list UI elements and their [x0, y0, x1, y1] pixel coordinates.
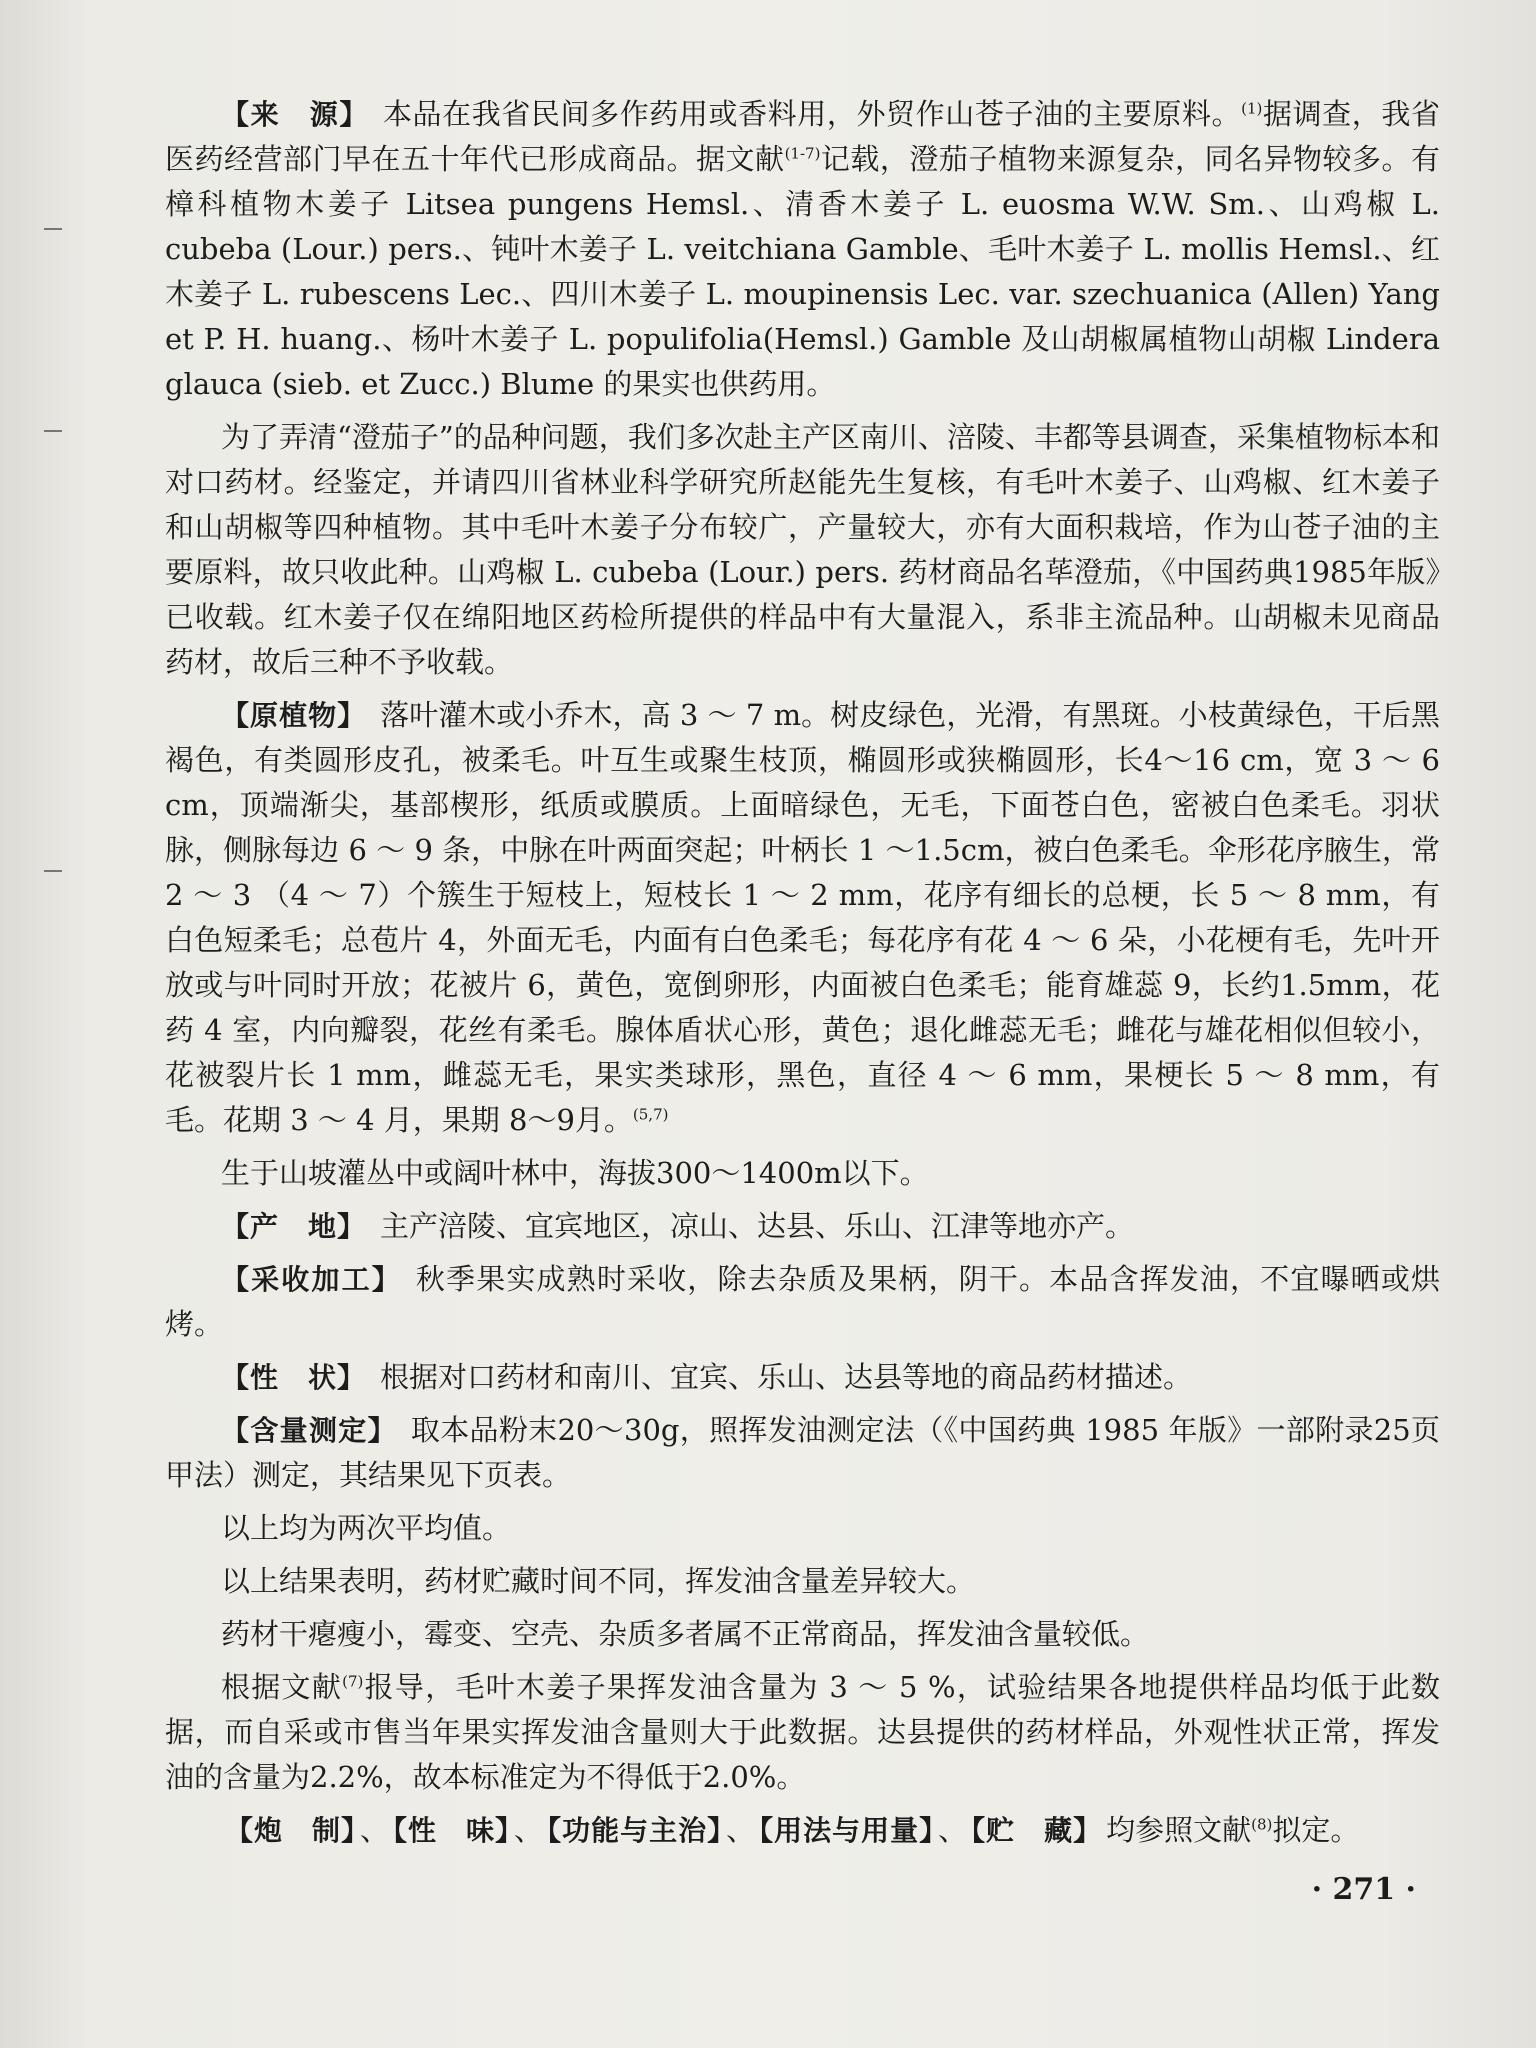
- section-heading: 【功能与主治】: [547, 1814, 723, 1847]
- section-assay: 【含量测定】 取本品粉末20～30g，照挥发油测定法（《中国药典 1985 年版》一部附录25页甲法）测定，其结果见下页表。: [165, 1413, 1440, 1492]
- section-heading: 【性 味】: [393, 1814, 511, 1847]
- section-heading: 【炮 制】: [225, 1814, 357, 1847]
- section-heading: 【含量测定】: [221, 1414, 397, 1447]
- section-plant: 【原植物】 落叶灌木或小乔木，高 3 ～ 7 m。树皮绿色，光滑，有黑斑。小枝黄绿色，干后黑褐色，有类圆形皮孔，被柔毛。叶互生或聚生枝顶，椭圆形或狭椭圆形，长4～16 cm，宽 3 ～ 6 cm，顶端渐尖，基部楔形，纸质或膜质。上面暗绿色，无毛，下面苍白色，密被白色柔毛。羽状脉，侧脉每边 6 ～ 9 条，中脉在叶两面突起；叶柄长 1 ～1.5cm，被白色柔毛。伞形花序腋生，常 2 ～ 3 （4 ～ 7）个簇生于短枝上，短枝长 1 ～ 2 mm，花序有细长的总梗，长 5 ～ 8 mm，有白色短柔毛；总苞片 4，外面无毛，内面有白色柔毛；每花序有花 4 ～ 6 朵，小花梗有毛，先叶开放或与叶同时开放；花被片 6，黄色，宽倒卵形，内面被白色柔毛；能育雄蕊 9，长约1.5mm，花药 4 室，内向瓣裂，花丝有柔毛。腺体盾状心形，黄色；退化雌蕊无毛；雌花与雄花相似但较小，花被裂片长 1 mm，雌蕊无毛，果实类球形，黑色，直径 4 ～ 6 mm，果梗长 5 ～ 8 mm，有毛。花期 3 ～ 4 月，果期 8～9月。$^{(5,7)}$: [165, 698, 1440, 1137]
- section-heading: 【来 源】: [221, 98, 369, 131]
- citation: (1): [1241, 99, 1263, 118]
- paragraph: 为了弄清“澄茄子”的品种问题，我们多次赴主产区南川、涪陵、丰都等县调查，采集植物标本和对口药材。经鉴定，并请四川省林业科学研究所赵能先生复核，有毛叶木姜子、山鸡椒、红木姜子和山胡椒等四种植物。其中毛叶木姜子分布较广，产量较大，亦有大面积栽培，作为山苍子油的主要原料，故只收此种。山鸡椒 L. cubeba (Lour.) pers. 药材商品名荜澄茄，《中国药典1985年版》已收载。红木姜子仅在绵阳地区药检所提供的样品中有大量混入，系非主流品种。山胡椒未见商品药材，故后三种不予收载。: [165, 420, 1440, 679]
- citation: (7): [342, 1672, 364, 1691]
- section-heading: 【产 地】: [221, 1210, 367, 1243]
- section-heading: 【用法与用量】: [759, 1814, 935, 1847]
- margin-mark: [44, 228, 62, 230]
- section-heading: 【采收加工】: [221, 1263, 402, 1296]
- section-heading: 【性 状】: [221, 1361, 367, 1394]
- citation: (8): [1251, 1815, 1273, 1834]
- paragraph: 以上均为两次平均值。: [221, 1511, 512, 1545]
- paragraph: 以上结果表明，药材贮藏时间不同，挥发油含量差异较大。: [221, 1564, 976, 1598]
- margin-mark: [44, 870, 62, 872]
- paragraph-reference: 根据文献$^{(7)}$报导，毛叶木姜子果挥发油含量为 3 ～ 5 %，试验结果各地提供样品均低于此数据，而自采或市售当年果实挥发油含量则大于此数据。达县提供的药材样品，外观性状正常，挥发油的含量为2.2%，故本标准定为不得低于2.0%。: [165, 1670, 1440, 1794]
- page-number: · 271 ·: [1311, 1872, 1416, 1907]
- citation: (5,7): [632, 1105, 669, 1124]
- body-text: [165, 92, 1440, 1861]
- section-source: 【来 源】 本品在我省民间多作药用或香料用，外贸作山苍子油的主要原料。$^{(1)}$据调查，我省医药经营部门早在五十年代已形成商品。据文献$^{(1-7)}$记载，澄茄子植物来源复杂，同名异物较多。有樟科植物木姜子 Litsea pungens Hemsl.、清香木姜子 L. euosma W.W. Sm.、山鸡椒 L. cubeba (Lour.) pers.、钝叶木姜子 L. veitchiana Gamble、毛叶木姜子 L. mollis Hemsl.、红木姜子 L. rubescens Lec.、四川木姜子 L. moupinensis Lec. var. szechuanica (Allen) Yang et P. H. huang.、杨叶木姜子 L. populifolia(Hemsl.) Gamble 及山胡椒属植物山胡椒 Lindera glauca (sieb. et Zucc.) Blume 的果实也供药用。: [165, 97, 1440, 401]
- citation: (1-7): [784, 144, 821, 163]
- paragraph: 药材干瘪瘦小，霉变、空壳、杂质多者属不正常商品，挥发油含量较低。: [221, 1617, 1150, 1651]
- section-harvest: 【采收加工】 秋季果实成熟时采收，除去杂质及果柄，阴干。本品含挥发油，不宜曝晒或烘烤。: [165, 1262, 1440, 1341]
- section-origin: 【产 地】 主产涪陵、宜宾地区，凉山、达县、乐山、江津等地亦产。: [221, 1209, 1135, 1243]
- section-final: 【炮 制】 、 【性 味】 、 【功能与主治】 、 【用法与用量】 、 【贮 藏】 均参照文献$^{(8)}$拟定。: [225, 1813, 1360, 1847]
- section-heading: 【原植物】: [221, 699, 367, 732]
- paragraph: 生于山坡灌丛中或阔叶林中，海拔300～1400m以下。: [221, 1156, 929, 1190]
- section-heading: 【贮 藏】: [971, 1814, 1103, 1847]
- section-character: 【性 状】 根据对口药材和南川、宜宾、乐山、达县等地的商品药材描述。: [221, 1360, 1193, 1394]
- margin-mark: [44, 430, 62, 432]
